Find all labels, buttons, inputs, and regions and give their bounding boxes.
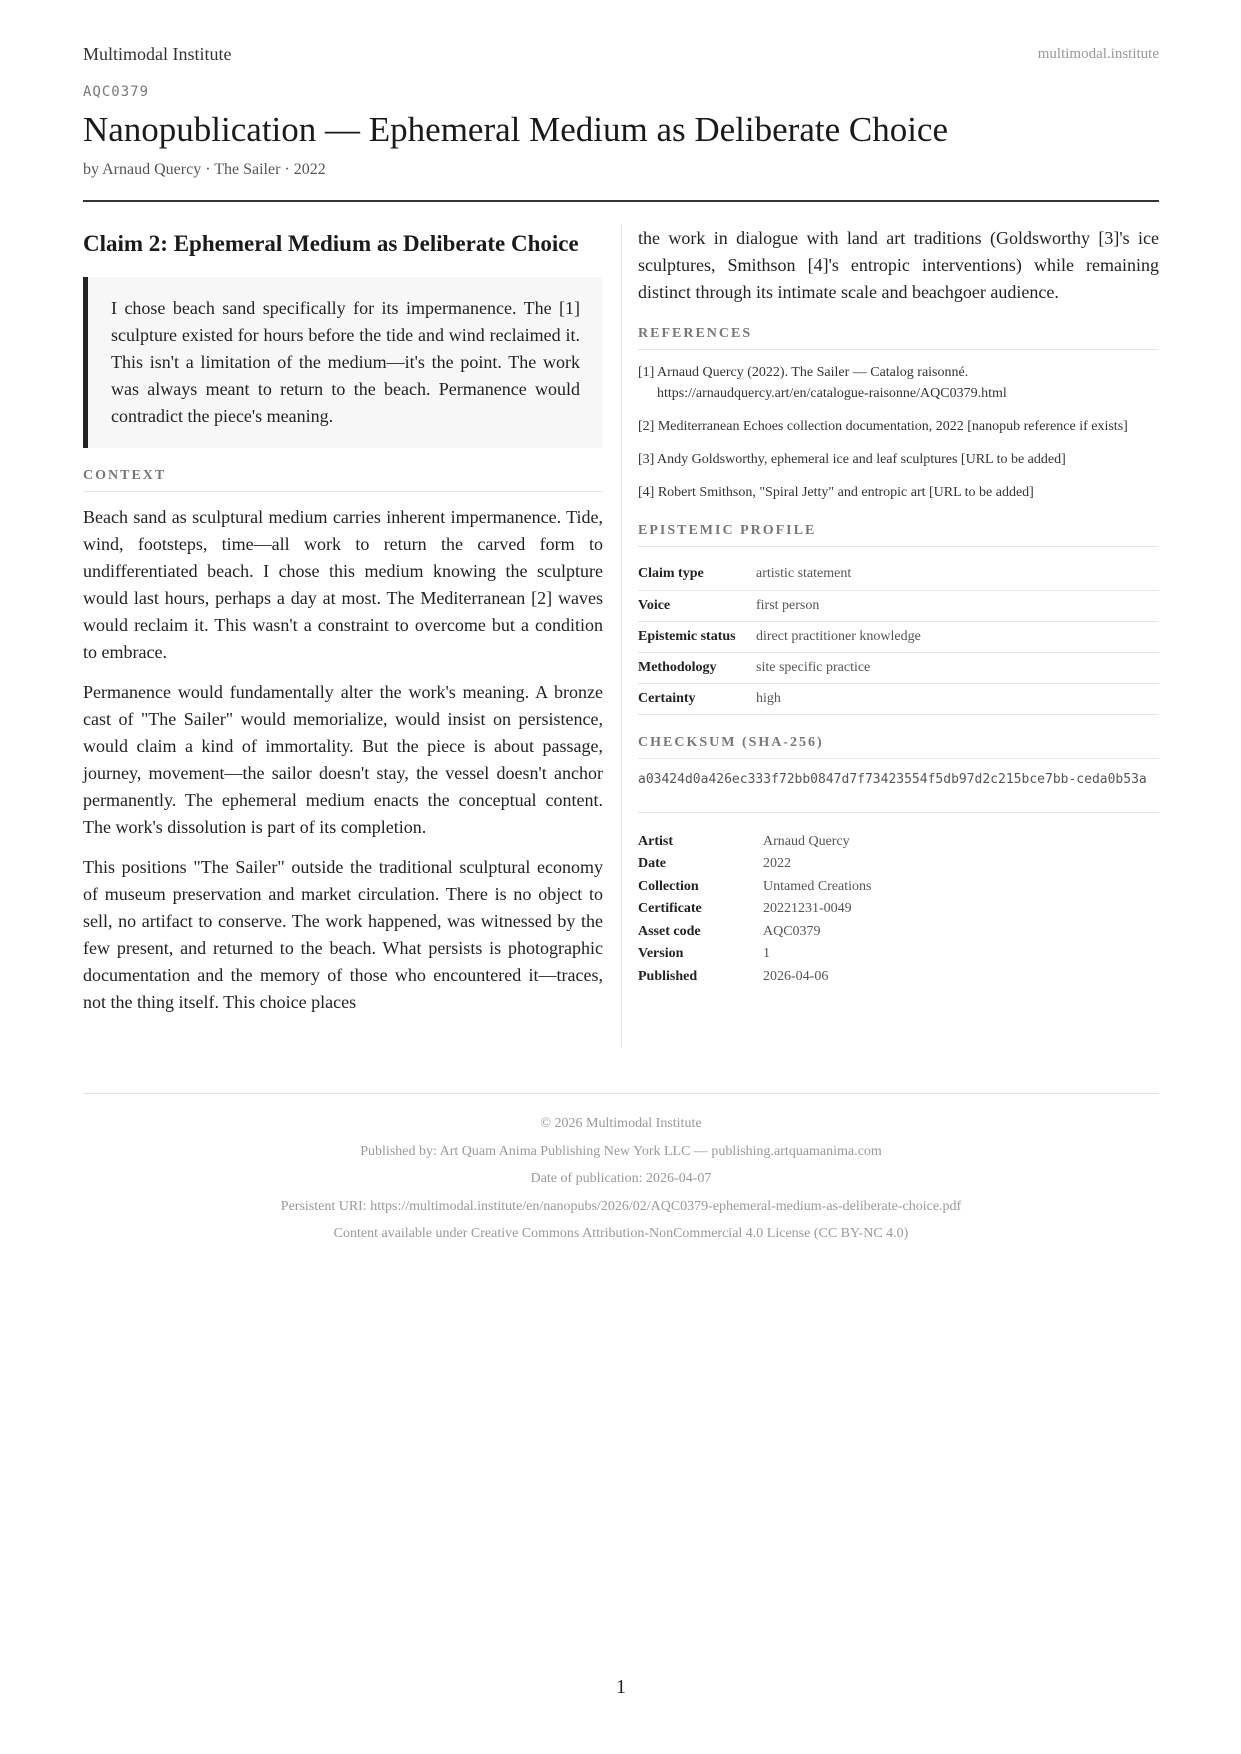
footer-license: Content available under Creative Commons Attribution-NonCommercial 4.0 License (CC BY-NC 4.0) — [333, 1226, 909, 1242]
footer-date: Date of publication: 2026-04-07 — [530, 1171, 712, 1187]
footer-uri: Persistent URI: https://multimodal.institute/en/nanopubs/2026/02/AQC0379-ephemeral-medium-as-deliberate-choice.pdf — [280, 1198, 962, 1214]
meta-value: Untamed Creations — [763, 878, 872, 894]
right-column — [638, 225, 1159, 989]
profile-value: site specific practice — [756, 652, 1159, 683]
profile-value: first person — [756, 590, 1159, 621]
footer-divider — [83, 1093, 1159, 1094]
page-title: Nanopublication — Ephemeral Medium as Deliberate Choice — [83, 110, 949, 149]
table-row — [638, 943, 1159, 966]
context-paragraph: Beach sand as sculptural medium carries inherent impermanence. Tide, wind, footsteps, time—all work to return the carved form to undifferentiated beach. I chose this medium knowing the sculpture would last hours, perhaps a day at most. The Mediterranean [2] waves would reclaim it. This wasn't a constraint to overcome but a condition to embrace. — [83, 507, 603, 662]
reference-item: [4] Robert Smithson, "Spiral Jetty" and entropic art [URL to be added] — [638, 485, 1034, 500]
meta-value: 1 — [763, 946, 770, 962]
top-bar — [83, 44, 1159, 68]
reference-item: [2] Mediterranean Echoes collection documentation, 2022 [nanopub reference if exists] — [638, 419, 1128, 434]
table-row — [638, 652, 1159, 683]
references-heading: REFERENCES — [638, 326, 1159, 350]
context-continuation: the work in dialogue with land art traditions (Goldsworthy [3]'s ice sculptures, Smithson [4]'s entropic interventions) while remaining distinct through its intimate scale and beachgoer audience. — [638, 228, 1159, 302]
context-paragraph: Permanence would fundamentally alter the work's meaning. A bronze cast of "The Sailer" would memorialize, would insist on persistence, would claim a kind of immortality. But the piece is about passage, journey, movement—the sailor doesn't stay, the vessel doesn't anchor permanently. The ephemeral medium enacts the conceptual content. The work's dissolution is part of its completion. — [83, 682, 603, 837]
header-divider — [83, 200, 1159, 202]
footer-copyright: © 2026 Multimodal Institute — [540, 1116, 702, 1131]
metadata-table — [638, 831, 1159, 989]
references-list — [638, 362, 1159, 503]
meta-key: Date — [638, 856, 666, 872]
footer — [83, 1110, 1159, 1248]
profile-value: artistic statement — [756, 559, 1159, 590]
context-heading: CONTEXT — [83, 468, 603, 492]
meta-key: Version — [638, 946, 684, 962]
document-page — [83, 0, 1159, 1754]
meta-value: 2022 — [763, 856, 791, 872]
epistemic-heading: EPISTEMIC PROFILE — [638, 523, 1159, 547]
table-row — [638, 683, 1159, 714]
institute-name: Multimodal Institute — [83, 44, 232, 64]
page-number: 1 — [616, 1676, 626, 1698]
profile-key: Claim type — [638, 559, 756, 590]
claim-quote: I chose beach sand specifically for its impermanence. The [1] sculpture existed for hours before the tide and wind reclaimed it. This isn't a limitation of the medium—it's the point. The work was always meant to return to the beach. Permanence would contradict the piece's meaning. — [83, 277, 603, 448]
checksum-value: a03424d0a426ec333f72bb0847d7f73423554f5db97d2c215bce7bb-ceda0b53a — [638, 771, 1159, 813]
profile-value: high — [756, 683, 1159, 714]
table-row — [638, 921, 1159, 944]
meta-key: Collection — [638, 878, 699, 894]
profile-key: Voice — [638, 590, 756, 621]
table-row — [638, 898, 1159, 921]
site-domain: multimodal.institute — [1037, 46, 1159, 62]
profile-value: direct practitioner knowledge — [756, 621, 1159, 652]
left-column — [83, 225, 603, 1029]
context-paragraph: This positions "The Sailer" outside the traditional sculptural economy of museum preservation and market circulation. There is no object to sell, no artifact to conserve. The work happened, was witnessed by the few present, and returned to the beach. What persists is photographic documentation and the memory of those who encountered it—traces, not the thing itself. This choice places — [83, 857, 603, 1012]
byline: by Arnaud Quercy · The Sailer · 2022 — [83, 161, 326, 178]
table-row — [638, 831, 1159, 854]
meta-key: Certificate — [638, 901, 702, 917]
meta-key: Artist — [638, 833, 673, 849]
column-divider — [621, 225, 622, 1047]
table-row — [638, 559, 1159, 590]
meta-value: AQC0379 — [763, 923, 821, 939]
checksum-heading: CHECKSUM (SHA-256) — [638, 735, 1159, 759]
meta-value: 20221231-0049 — [763, 901, 852, 917]
meta-value: Arnaud Quercy — [763, 833, 850, 849]
table-row — [638, 853, 1159, 876]
epistemic-table — [638, 559, 1159, 715]
asset-code: AQC0379 — [83, 84, 150, 100]
profile-key: Epistemic status — [638, 621, 756, 652]
table-row — [638, 966, 1159, 989]
footer-publisher: Published by: Art Quam Anima Publishing New York LLC — publishing.artquamanima.com — [360, 1143, 882, 1159]
profile-key: Certainty — [638, 683, 756, 714]
table-row — [638, 621, 1159, 652]
meta-value: 2026-04-06 — [763, 969, 829, 985]
table-row — [638, 590, 1159, 621]
profile-key: Methodology — [638, 652, 756, 683]
meta-key: Published — [638, 969, 698, 985]
reference-item: [3] Andy Goldsworthy, ephemeral ice and leaf sculptures [URL to be added] — [638, 452, 1066, 467]
table-row — [638, 876, 1159, 899]
reference-item: [1] Arnaud Quercy (2022). The Sailer — Catalog raisonné. https://arnaudquercy.art/en/catalogue-raisonne/AQC0379.html — [638, 365, 1007, 401]
meta-key: Asset code — [638, 923, 701, 939]
claim-title: Claim 2: Ephemeral Medium as Deliberate Choice — [83, 231, 579, 256]
